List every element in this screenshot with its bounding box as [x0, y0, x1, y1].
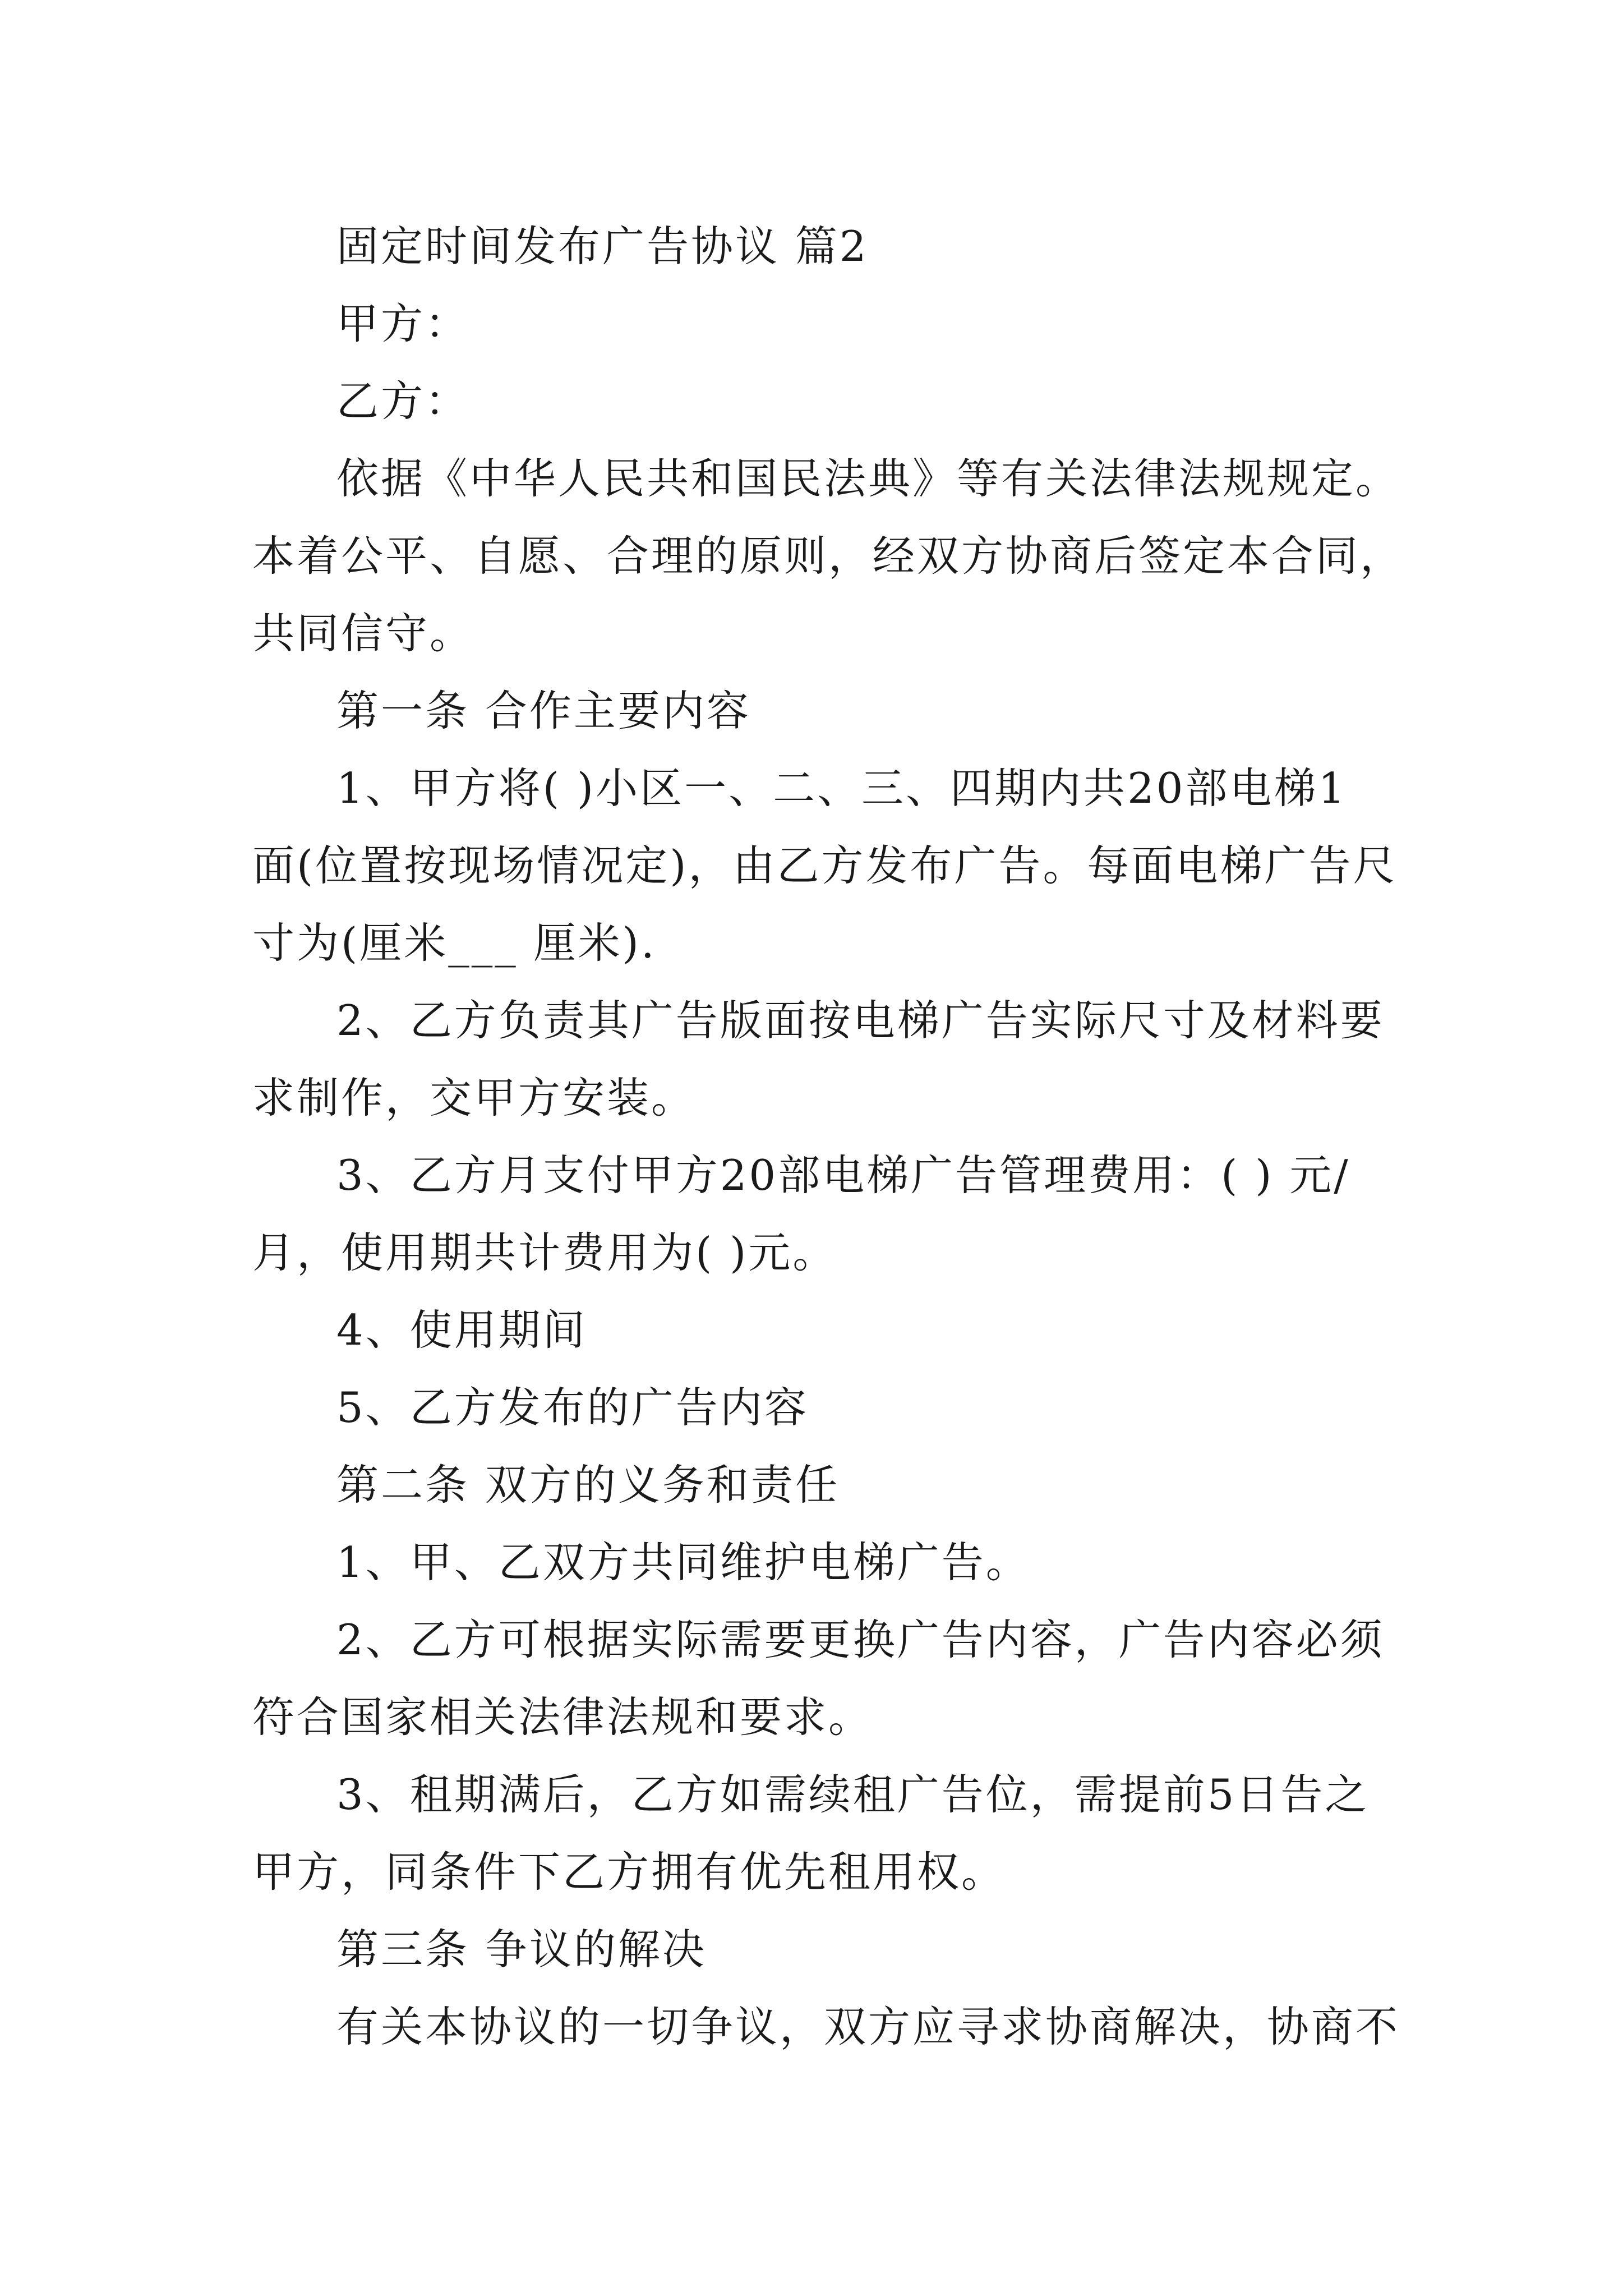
clause-line: 符合国家相关法律法规和要求。 — [252, 1692, 873, 1742]
clause-line: 1、甲方将( )小区一、二、三、四期内共20部电梯1 — [336, 763, 1348, 813]
clause-line: 甲方，同条件下乙方拥有优先租用权。 — [252, 1847, 1006, 1897]
article-heading: 第二条 双方的义务和责任 — [336, 1460, 840, 1510]
clause-line: 有关本协议的一切争议，双方应寻求协商解决，协商不 — [336, 2002, 1400, 2051]
preamble-line: 本着公平、自愿、合理的原则，经双方协商后签定本合同， — [252, 531, 1405, 581]
clause-line: 4、使用期间 — [336, 1305, 587, 1355]
clause-line: 2、乙方可根据实际需要更换广告内容，广告内容必须 — [336, 1615, 1385, 1664]
clause-line: 3、乙方月支付甲方20部电梯广告管理费用：( ) 元/ — [336, 1151, 1350, 1200]
article-heading: 第三条 争议的解决 — [336, 1925, 707, 1974]
clause-line: 面(位置按现场情况定)，由乙方发布广告。每面电梯广告尺 — [252, 841, 1398, 890]
party-a-line: 甲方： — [336, 299, 470, 348]
clause-line: 2、乙方负责其广告版面按电梯广告实际尺寸及材料要 — [336, 996, 1385, 1045]
clause-line: 求制作，交甲方安装。 — [252, 1073, 696, 1122]
clause-line: 月，使用期共计费用为( )元。 — [252, 1228, 837, 1277]
preamble-line: 共同信守。 — [252, 609, 474, 658]
clause-line: 5、乙方发布的广告内容 — [336, 1383, 809, 1432]
document-body — [252, 208, 1405, 2065]
party-b-line: 乙方： — [336, 376, 470, 426]
article-heading: 第一条 合作主要内容 — [336, 686, 751, 735]
clause-line: 寸为(厘米___ 厘米). — [252, 918, 657, 968]
clause-line: 1、甲、乙双方共同维护电梯广告。 — [336, 1538, 1030, 1587]
clause-line: 3、租期满后，乙方如需续租广告位，需提前5日告之 — [336, 1770, 1370, 1819]
document-title: 固定时间发布广告协议 篇2 — [336, 222, 869, 271]
preamble-line: 依据《中华人民共和国民法典》等有关法律法规规定。 — [336, 454, 1400, 503]
